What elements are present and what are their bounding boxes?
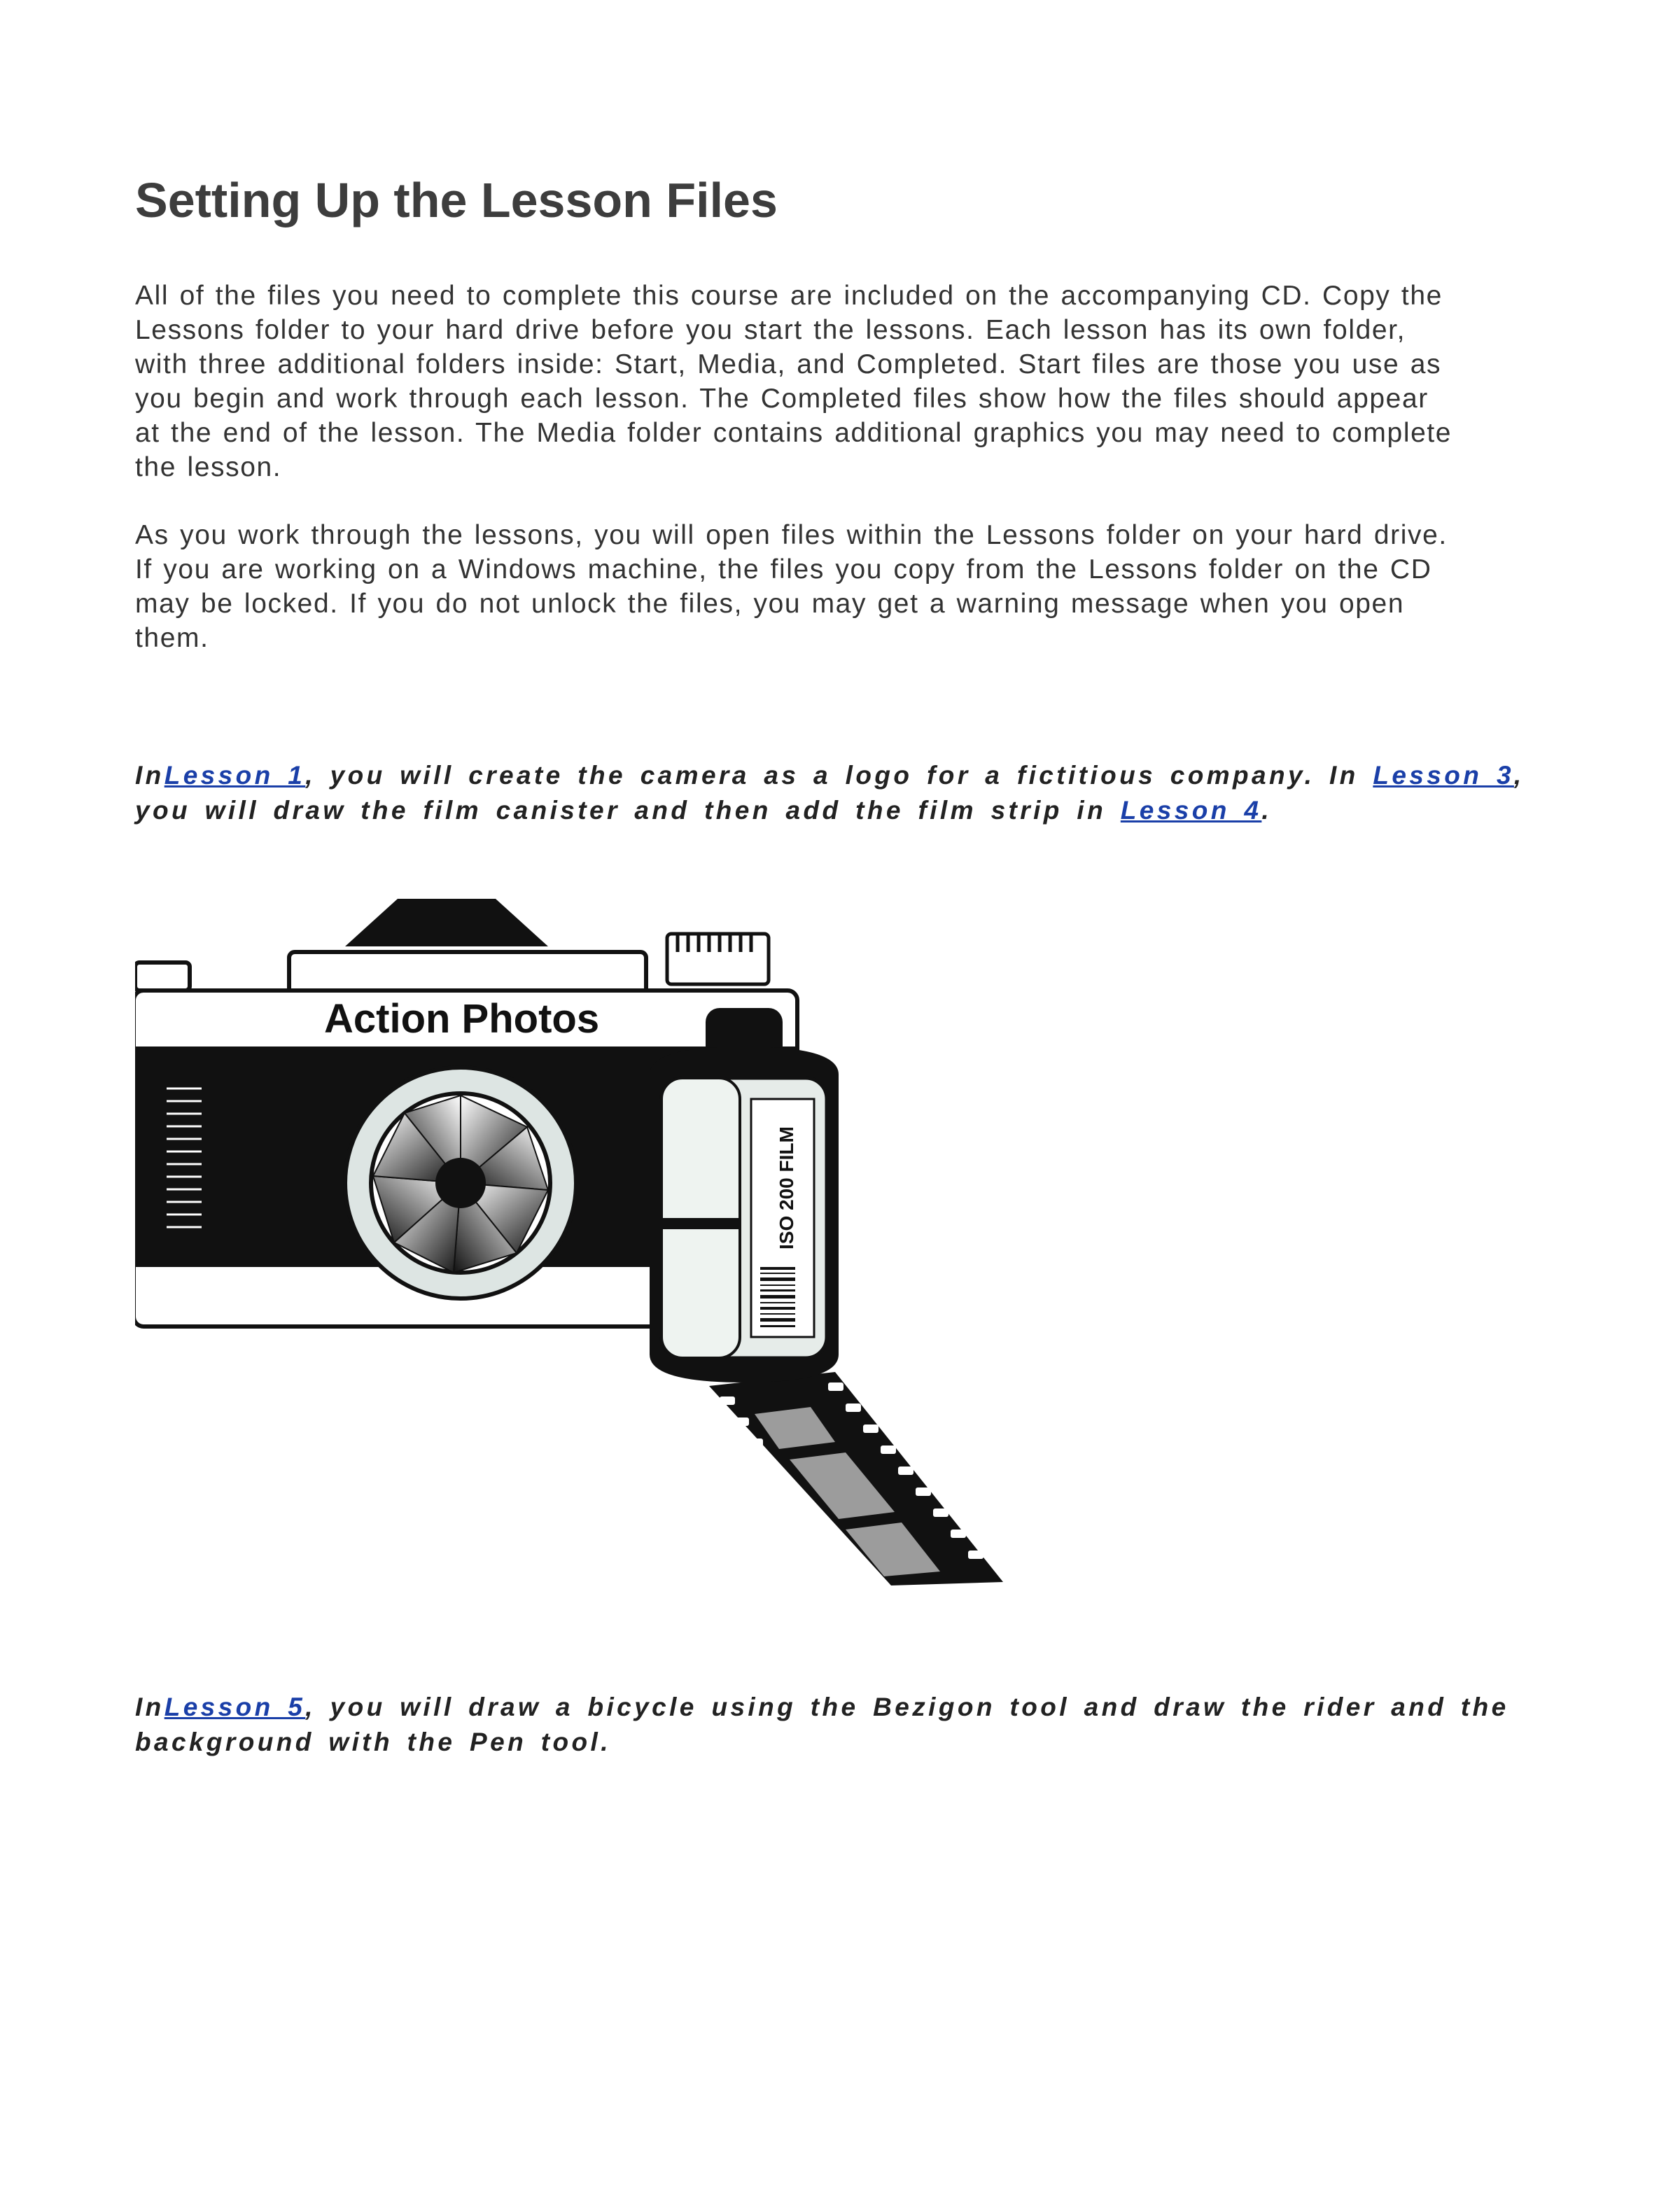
paragraph-line: with three additional folders inside: Start, Media, and Completed. Start files are those you use as <box>135 349 1442 379</box>
lesson-note-bicycle <box>135 1690 1563 1760</box>
link-lesson-1[interactable]: Lesson 1 <box>164 761 306 790</box>
note-text: In <box>135 1693 164 1721</box>
paragraph-line: them. <box>135 623 209 653</box>
note-text: . <box>1261 796 1273 825</box>
camera-brand-label: Action Photos <box>324 996 600 1042</box>
paragraph-line: If you are working on a Windows machine, the files you copy from the Lessons folder on the CD <box>135 554 1432 584</box>
note-line <box>135 1690 1563 1725</box>
paragraph-line: Lessons folder to your hard drive before you start the lessons. Each lesson has its own folder, <box>135 315 1406 345</box>
note-text: , you will create the camera as a logo for a fictitious company. In <box>305 761 1373 790</box>
page-title: Setting Up the Lesson Files <box>135 173 778 227</box>
note-text: , you will draw a bicycle using the Bezigon tool and draw the rider and the <box>305 1693 1509 1721</box>
note-line <box>135 793 1563 828</box>
camera-film-illustration <box>135 889 1017 1596</box>
paragraph-line: may be locked. If you do not unlock the files, you may get a warning message when you open <box>135 589 1405 619</box>
lesson-note-camera <box>135 758 1563 828</box>
film-strip-graphic <box>709 1372 1003 1586</box>
paragraph-line: the lesson. <box>135 452 282 482</box>
note-line <box>135 758 1563 793</box>
paragraph-line: All of the files you need to complete this course are included on the accompanying CD. Copy the <box>135 281 1443 311</box>
note-text: , <box>1513 761 1525 790</box>
film-label: ISO 200 FILM <box>776 1126 797 1250</box>
paragraph-line: you begin and work through each lesson. The Completed files show how the files should appear <box>135 384 1429 414</box>
film-canister-graphic <box>650 1008 839 1382</box>
windows-note-paragraph <box>135 518 1563 655</box>
intro-paragraph <box>135 279 1563 484</box>
note-text: you will draw the film canister and then add the film strip in <box>135 796 1121 825</box>
note-line: background with the Pen tool. <box>135 1728 611 1756</box>
link-lesson-5[interactable]: Lesson 5 <box>164 1693 306 1721</box>
link-lesson-3[interactable]: Lesson 3 <box>1373 761 1514 790</box>
paragraph-line: at the end of the lesson. The Media folder contains additional graphics you may need to complete <box>135 418 1452 448</box>
note-text: In <box>135 761 164 790</box>
paragraph-line: As you work through the lessons, you will open files within the Lessons folder on your hard drive. <box>135 520 1448 550</box>
link-lesson-4[interactable]: Lesson 4 <box>1120 796 1262 825</box>
